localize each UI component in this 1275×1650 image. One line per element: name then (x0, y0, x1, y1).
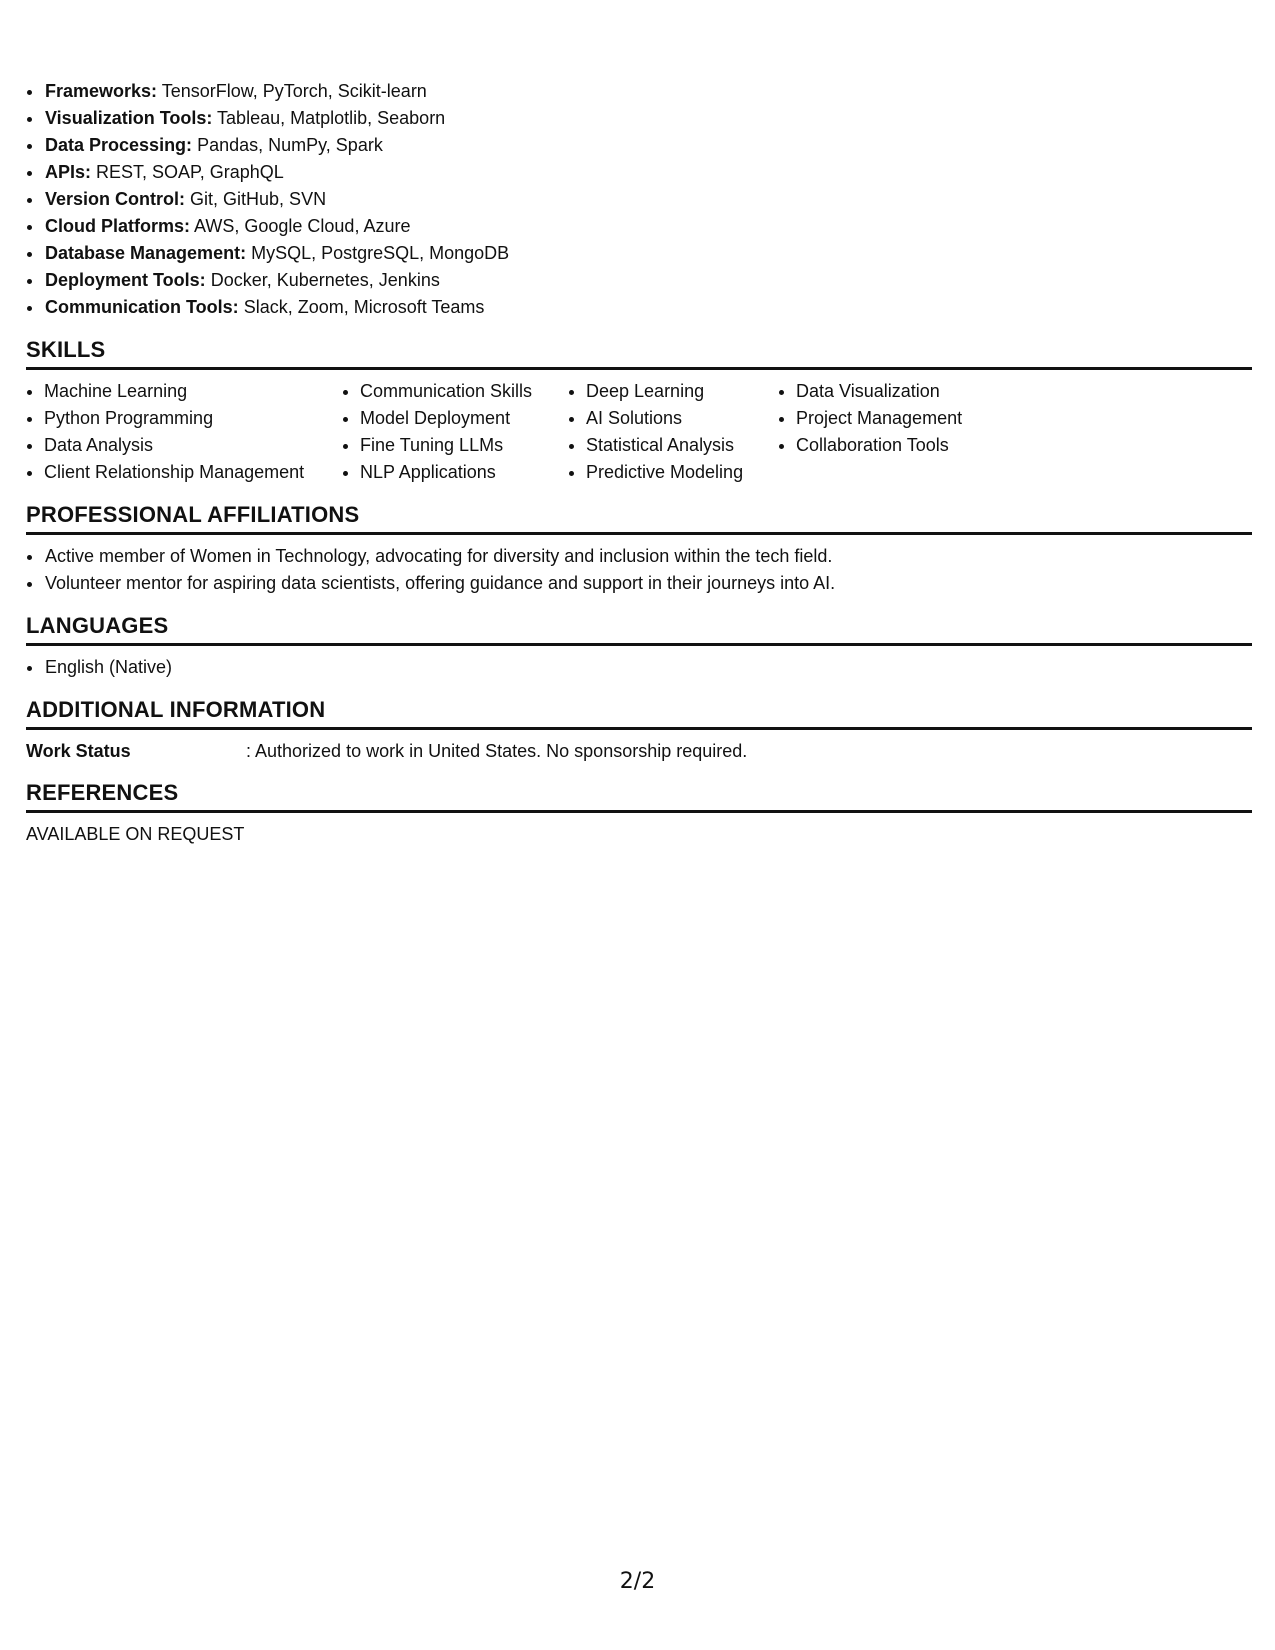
skill-item: • Deep Learning (586, 378, 778, 405)
skills-column-2 (342, 378, 568, 486)
work-status-label: Work Status (26, 741, 131, 761)
list-item (44, 267, 1252, 294)
work-status-value: : Authorized to work in United States. No sponsorship required. (246, 741, 748, 761)
tool-category: Data Processing: (45, 135, 193, 155)
list-item (44, 159, 1252, 186)
tool-values: Tableau, Matplotlib, Seaborn (217, 108, 446, 128)
skill-item: • Fine Tuning LLMs (360, 432, 568, 459)
list-item (44, 132, 1252, 159)
skill-item: • Model Deployment (360, 405, 568, 432)
skill-item: • Python Programming (44, 405, 342, 432)
tool-values: Slack, Zoom, Microsoft Teams (243, 297, 485, 317)
list-item: • English (Native) (44, 654, 1252, 681)
list-item (44, 78, 1252, 105)
list-item (44, 105, 1252, 132)
tool-category: Database Management: (45, 243, 247, 263)
skills-column-4 (778, 378, 1036, 486)
additional-info-section (26, 695, 1252, 764)
section-title-affiliations: PROFESSIONAL AFFILIATIONS (26, 502, 360, 527)
list-item: • Active member of Women in Technology, advocating for diversity and inclusion within the tech field. (44, 543, 1252, 570)
skills-column-3 (568, 378, 778, 486)
section-title-skills: SKILLS (26, 337, 106, 362)
tool-values: AWS, Google Cloud, Azure (194, 216, 411, 236)
skills-section (26, 335, 1252, 486)
skills-column-1 (26, 378, 342, 486)
section-divider (26, 643, 1252, 646)
section-divider (26, 810, 1252, 813)
section-title-languages: LANGUAGES (26, 613, 169, 638)
list-item (44, 240, 1252, 267)
work-status-row (26, 738, 1252, 764)
list-item (44, 213, 1252, 240)
references-text: AVAILABLE ON REQUEST (26, 824, 245, 844)
tool-category: APIs: (45, 162, 92, 182)
tool-category: Frameworks: (45, 81, 158, 101)
tool-values: MySQL, PostgreSQL, MongoDB (251, 243, 510, 263)
skill-item: • AI Solutions (586, 405, 778, 432)
section-title-references: REFERENCES (26, 780, 179, 805)
languages-section (26, 611, 1252, 681)
page-number: 2/2 (619, 1569, 656, 1594)
tool-values: Docker, Kubernetes, Jenkins (210, 270, 440, 290)
resume-page (26, 78, 1252, 847)
affiliations-section (26, 500, 1252, 597)
tool-category: Deployment Tools: (45, 270, 206, 290)
skill-item: • Project Management (796, 405, 1036, 432)
tool-values: Pandas, NumPy, Spark (197, 135, 383, 155)
skill-item: • NLP Applications (360, 459, 568, 486)
tools-list (26, 78, 1252, 321)
tool-values: TensorFlow, PyTorch, Scikit-learn (161, 81, 427, 101)
list-item (44, 186, 1252, 213)
section-title-additional-info: ADDITIONAL INFORMATION (26, 697, 326, 722)
skills-grid (26, 378, 1252, 486)
references-section (26, 778, 1252, 847)
skill-item: • Collaboration Tools (796, 432, 1036, 459)
section-divider (26, 367, 1252, 370)
skill-item: • Data Visualization (796, 378, 1036, 405)
section-divider (26, 727, 1252, 730)
languages-list (26, 654, 1252, 681)
skill-item: • Communication Skills (360, 378, 568, 405)
affiliations-list (26, 543, 1252, 597)
list-item: • Volunteer mentor for aspiring data scientists, offering guidance and support in their journeys into AI. (44, 570, 1252, 597)
tool-category: Visualization Tools: (45, 108, 213, 128)
tool-values: REST, SOAP, GraphQL (96, 162, 284, 182)
list-item (44, 294, 1252, 321)
skill-item: • Data Analysis (44, 432, 342, 459)
skill-item: • Statistical Analysis (586, 432, 778, 459)
skill-item: • Machine Learning (44, 378, 342, 405)
tool-category: Cloud Platforms: (45, 216, 191, 236)
skill-item: • Client Relationship Management (44, 459, 342, 486)
tool-category: Communication Tools: (45, 297, 239, 317)
section-divider (26, 532, 1252, 535)
skill-item: • Predictive Modeling (586, 459, 778, 486)
tool-category: Version Control: (45, 189, 186, 209)
tool-values: Git, GitHub, SVN (190, 189, 327, 209)
